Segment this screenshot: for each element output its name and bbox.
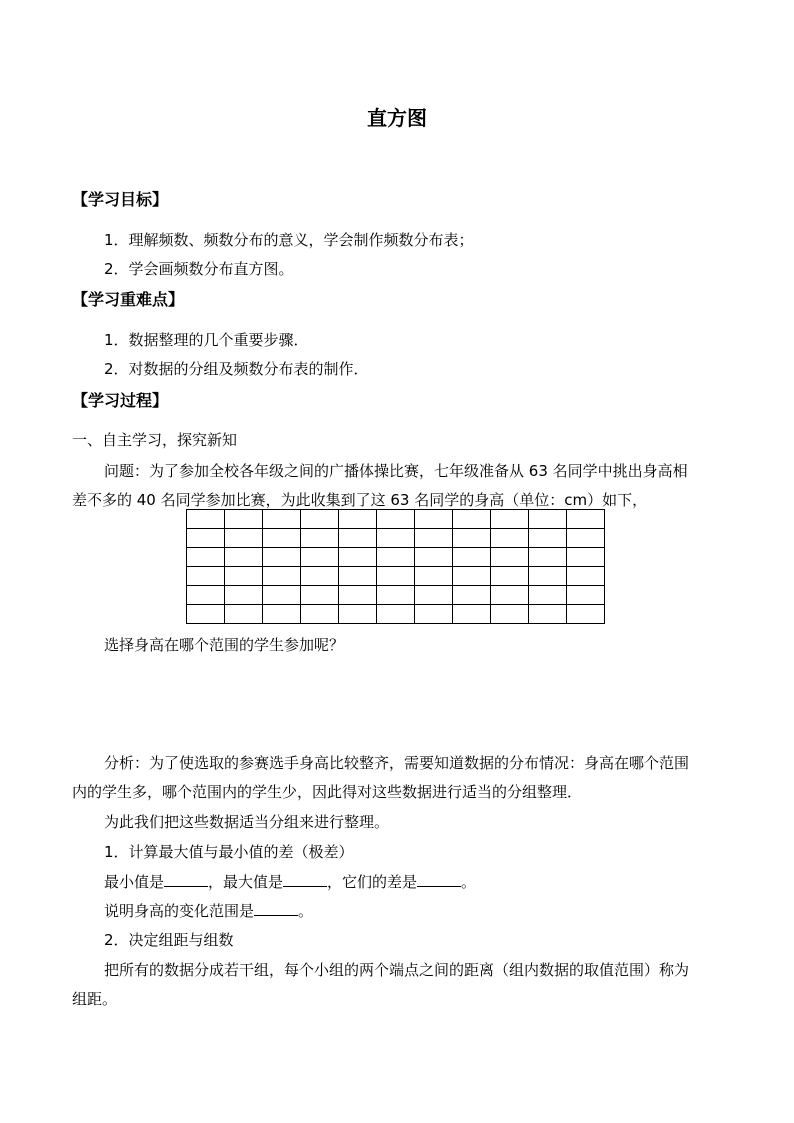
- table-cell[interactable]: [415, 510, 453, 529]
- table-cell[interactable]: [529, 586, 567, 605]
- table-row: [187, 605, 605, 624]
- table-cell[interactable]: [567, 586, 605, 605]
- table-row: [187, 586, 605, 605]
- table-cell[interactable]: [187, 605, 225, 624]
- table-cell[interactable]: [263, 586, 301, 605]
- table-cell[interactable]: [567, 567, 605, 586]
- min-blank[interactable]: [164, 872, 208, 887]
- table-cell[interactable]: [453, 548, 491, 567]
- goal-item-2: 2．学会画频数分布直方图。: [104, 260, 294, 278]
- table-cell[interactable]: [301, 605, 339, 624]
- table-row: [187, 567, 605, 586]
- table-cell[interactable]: [491, 529, 529, 548]
- table-cell[interactable]: [529, 605, 567, 624]
- step-1: 1．计算最大值与最小值的差（极差）: [104, 843, 354, 861]
- table-row: [187, 510, 605, 529]
- table-cell[interactable]: [225, 548, 263, 567]
- keypoint-item-1: 1．数据整理的几个重要步骤．: [104, 331, 309, 349]
- table-cell[interactable]: [491, 510, 529, 529]
- table-cell[interactable]: [567, 529, 605, 548]
- analysis-line-1: 分析：为了使选取的参赛选手身高比较整齐，需要知道数据的分布情况：身高在哪个范围: [104, 754, 690, 772]
- table-cell[interactable]: [187, 586, 225, 605]
- table-cell[interactable]: [415, 605, 453, 624]
- table-cell[interactable]: [301, 586, 339, 605]
- problem-line-2: 差不多的 40 名同学参加比赛，为此收集到了这 63 名同学的身高（单位：cm）如下，: [72, 491, 648, 509]
- table-cell[interactable]: [491, 605, 529, 624]
- table-row: [187, 529, 605, 548]
- table-cell[interactable]: [567, 605, 605, 624]
- table-row: [187, 548, 605, 567]
- table-cell[interactable]: [529, 510, 567, 529]
- table-cell[interactable]: [263, 548, 301, 567]
- table-cell[interactable]: [415, 548, 453, 567]
- range-line: [104, 900, 313, 922]
- table-cell[interactable]: [187, 567, 225, 586]
- max-label: ，最大值是: [208, 873, 284, 891]
- table-cell[interactable]: [377, 605, 415, 624]
- table-cell[interactable]: [339, 529, 377, 548]
- max-blank[interactable]: [283, 872, 327, 887]
- min-max-line: [104, 871, 476, 893]
- table-cell[interactable]: [339, 605, 377, 624]
- definition-line-1: 把所有的数据分成若干组，每个小组的两个端点之间的距离（组内数据的取值范围）称为: [104, 961, 690, 979]
- table-cell[interactable]: [567, 548, 605, 567]
- table-cell[interactable]: [263, 529, 301, 548]
- table-cell[interactable]: [301, 529, 339, 548]
- range-end-mark: 。: [298, 902, 314, 920]
- table-cell[interactable]: [491, 567, 529, 586]
- problem-line-1: 问题：为了参加全校各年级之间的广播体操比赛，七年级准备从 63 名同学中挑出身高相: [104, 462, 688, 480]
- table-cell[interactable]: [453, 510, 491, 529]
- range-label: 说明身高的变化范围是: [104, 902, 255, 920]
- table-cell[interactable]: [263, 567, 301, 586]
- table-cell[interactable]: [415, 567, 453, 586]
- min-label: 最小值是: [104, 873, 165, 891]
- step-2: 2．决定组距与组数: [104, 931, 234, 949]
- table-cell[interactable]: [453, 567, 491, 586]
- table-cell[interactable]: [529, 548, 567, 567]
- diff-blank[interactable]: [417, 872, 461, 887]
- table-cell[interactable]: [187, 529, 225, 548]
- definition-line-2: 组距。: [72, 990, 118, 1008]
- table-cell[interactable]: [529, 529, 567, 548]
- table-cell[interactable]: [567, 510, 605, 529]
- table-cell[interactable]: [187, 510, 225, 529]
- end-mark: 。: [461, 873, 477, 891]
- table-cell[interactable]: [491, 586, 529, 605]
- table-cell[interactable]: [377, 548, 415, 567]
- table-cell[interactable]: [301, 567, 339, 586]
- table-cell[interactable]: [339, 548, 377, 567]
- table-cell[interactable]: [263, 510, 301, 529]
- table-cell[interactable]: [225, 529, 263, 548]
- group-intro: 为此我们把这些数据适当分组来进行整理。: [104, 813, 390, 831]
- table-cell[interactable]: [377, 586, 415, 605]
- question-text: 选择身高在哪个范围的学生参加呢？: [104, 636, 345, 654]
- part1-title: 一、自主学习，探究新知: [72, 431, 238, 449]
- table-cell[interactable]: [339, 510, 377, 529]
- diff-label: ，它们的差是: [327, 873, 418, 891]
- table-cell[interactable]: [339, 567, 377, 586]
- table-cell[interactable]: [301, 510, 339, 529]
- table-cell[interactable]: [301, 548, 339, 567]
- table-cell[interactable]: [339, 586, 377, 605]
- table-cell[interactable]: [453, 605, 491, 624]
- table-cell[interactable]: [263, 605, 301, 624]
- page-title: 直方图: [367, 106, 427, 130]
- table-cell[interactable]: [529, 567, 567, 586]
- table-cell[interactable]: [225, 586, 263, 605]
- analysis-line-2: 内的学生多，哪个范围内的学生少，因此得对这些数据进行适当的分组整理．: [72, 783, 583, 801]
- table-cell[interactable]: [415, 529, 453, 548]
- table-cell[interactable]: [377, 510, 415, 529]
- table-cell[interactable]: [377, 567, 415, 586]
- range-blank[interactable]: [254, 901, 298, 916]
- section-heading-process: 【学习过程】: [72, 391, 169, 410]
- keypoint-item-2: 2．对数据的分组及频数分布表的制作．: [104, 360, 369, 378]
- table-cell[interactable]: [225, 567, 263, 586]
- height-data-table: [186, 509, 605, 624]
- table-cell[interactable]: [453, 586, 491, 605]
- table-cell[interactable]: [415, 586, 453, 605]
- section-heading-keypoints: 【学习重难点】: [72, 290, 185, 309]
- table-cell[interactable]: [491, 548, 529, 567]
- table-cell[interactable]: [187, 548, 225, 567]
- table-cell[interactable]: [225, 510, 263, 529]
- section-heading-goals: 【学习目标】: [72, 190, 169, 209]
- goal-item-1: 1．理解频数、频数分布的意义，学会制作频数分布表；: [104, 231, 474, 249]
- table-cell[interactable]: [377, 529, 415, 548]
- table-cell[interactable]: [453, 529, 491, 548]
- table-cell[interactable]: [225, 605, 263, 624]
